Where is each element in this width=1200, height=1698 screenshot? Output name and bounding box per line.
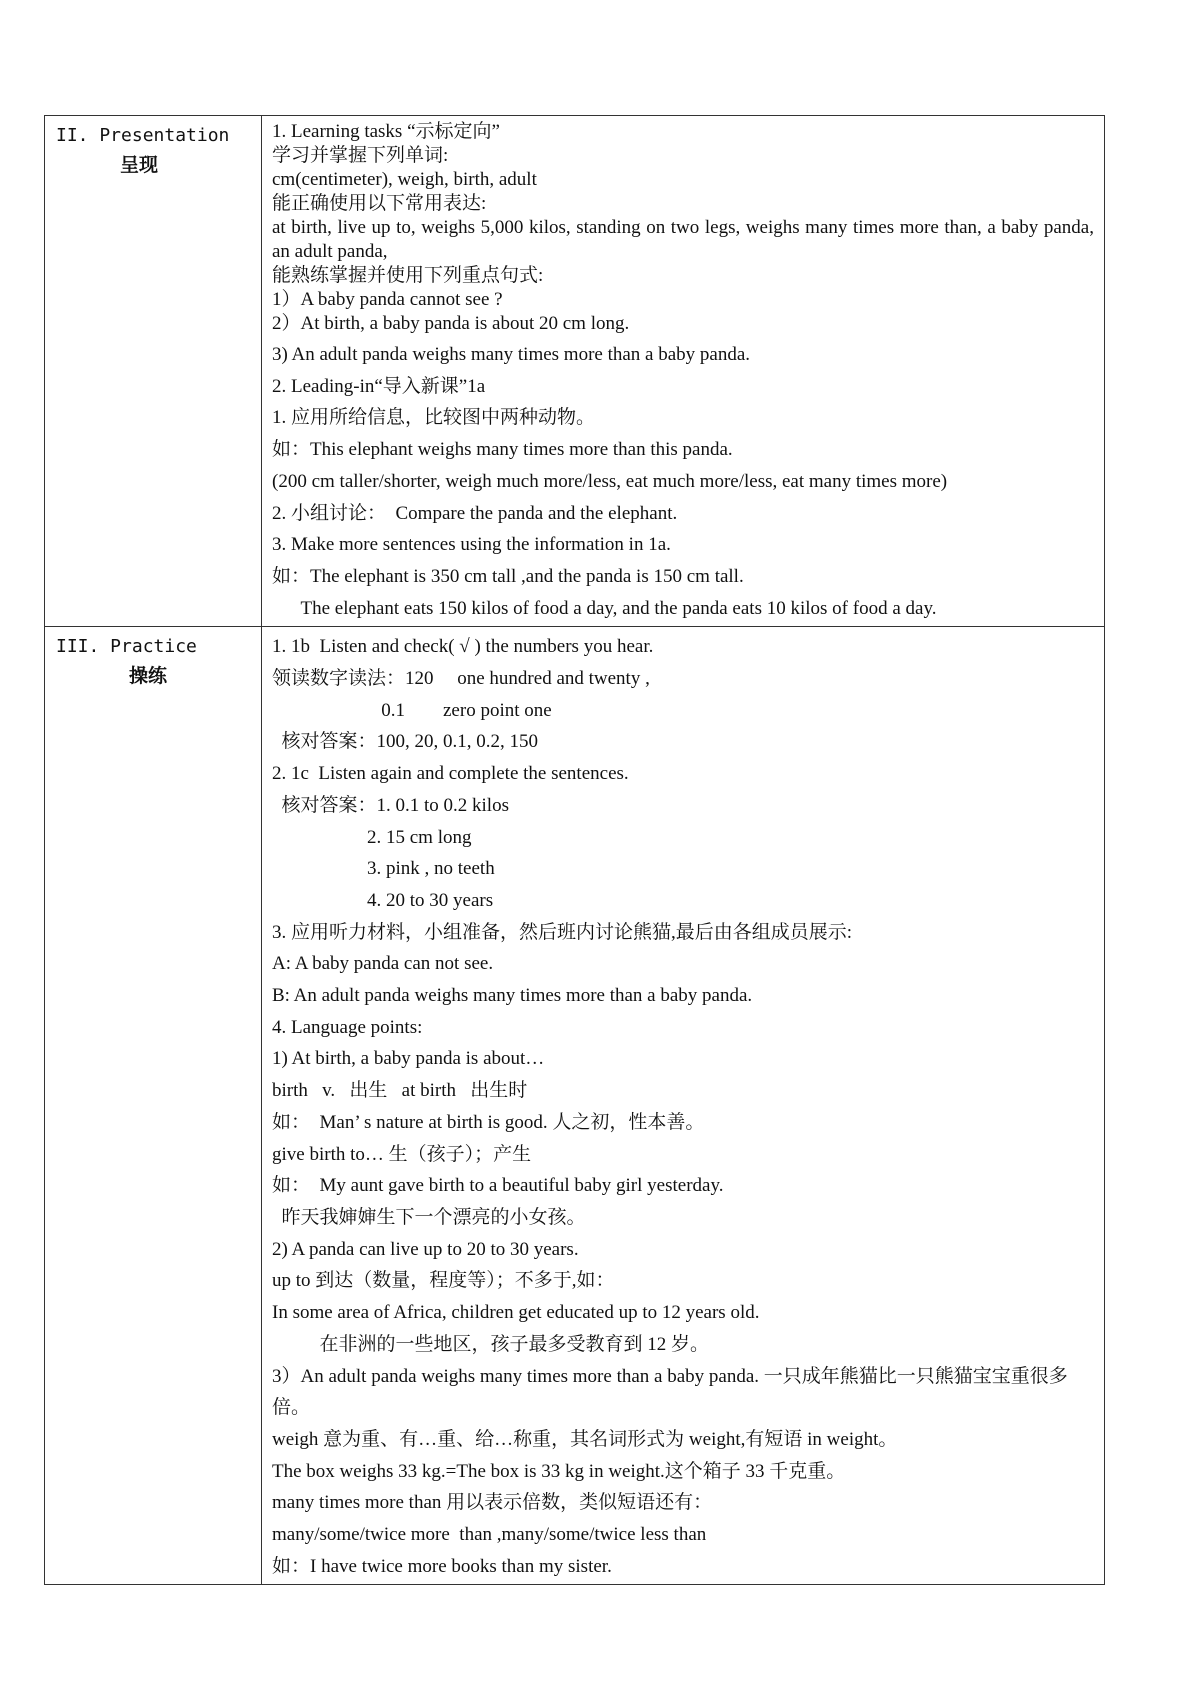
practice-text-line: 1. 1b Listen and check( √ ) the numbers you hear. — [272, 636, 654, 658]
presentation-text-line: 1. 应用所给信息，比较图中两种动物。 — [272, 407, 596, 429]
presentation-text-line: 1）A baby panda cannot see ? — [272, 289, 503, 310]
practice-label-cn: 操练 — [129, 665, 168, 688]
presentation-text-line: 2. Leading-in“导入新课”1a — [272, 375, 486, 397]
practice-text-line: 领读数字读法：120 one hundred and twenty , — [272, 668, 650, 690]
presentation-text-line: 如：The elephant is 350 cm tall ,and the panda is 150 cm tall. — [272, 565, 744, 587]
presentation-label-cell — [45, 116, 262, 627]
presentation-text-line: 如：This elephant weighs many times more than this panda. — [272, 439, 733, 461]
practice-text-line: 1) At birth, a baby panda is about… — [272, 1048, 545, 1070]
practice-text-line: 2. 1c Listen again and complete the sentences. — [272, 763, 629, 785]
presentation-text-line: 能熟练掌握并使用下列重点句式: — [272, 265, 544, 286]
presentation-text-line: The elephant eats 150 kilos of food a day, and the panda eats 10 kilos of food a day. — [272, 597, 937, 619]
practice-text-line: 0.1 zero point one — [272, 699, 552, 721]
practice-text-line: 如： Man’ s nature at birth is good. 人之初，性本善。 — [272, 1111, 705, 1133]
presentation-text-line: at birth, live up to, weighs 5,000 kilos, standing on two legs, weighs many times more than, a baby panda, an adult panda, — [272, 217, 1094, 262]
practice-text-line: birth v. 出生 at birth 出生时 — [272, 1080, 528, 1102]
practice-label-en: III. Practice — [56, 636, 197, 658]
practice-label-cell — [45, 627, 262, 1585]
practice-text-line: 核对答案：100, 20, 0.1, 0.2, 150 — [272, 731, 539, 753]
practice-text-line: many/some/twice more than ,many/some/twice less than — [272, 1524, 707, 1546]
practice-text-line: The box weighs 33 kg.=The box is 33 kg in weight.这个箱子 33 千克重。 — [272, 1460, 846, 1482]
practice-text-line: 如： My aunt gave birth to a beautiful baby girl yesterday. — [272, 1175, 724, 1197]
presentation-text-line: 2）At birth, a baby panda is about 20 cm long. — [272, 313, 630, 334]
practice-text-line: 在非洲的一些地区，孩子最多受教育到 12 岁。 — [272, 1333, 710, 1355]
practice-row — [45, 627, 1105, 1585]
practice-content-cell — [262, 627, 1105, 1585]
presentation-text-line: 2. 小组讨论： Compare the panda and the elephant. — [272, 502, 678, 524]
practice-text-line: give birth to… 生（孩子）；产生 — [272, 1143, 532, 1165]
presentation-text-line: 能正确使用以下常用表达: — [272, 193, 487, 214]
practice-text-line: weigh 意为重、有…重、给…称重，其名词形式为 weight,有短语 in weight。 — [272, 1428, 898, 1450]
practice-text-line: B: An adult panda weighs many times more than a baby panda. — [272, 985, 753, 1007]
presentation-content-cell — [262, 116, 1105, 627]
presentation-text-line: (200 cm taller/shorter, weigh much more/less, eat much more/less, eat many times more) — [272, 470, 948, 492]
practice-text-line: 昨天我婶婶生下一个漂亮的小女孩。 — [272, 1206, 586, 1228]
lesson-plan-table — [44, 115, 1105, 1585]
presentation-text-line: 学习并掌握下列单词: — [272, 145, 449, 166]
presentation-text-line: cm(centimeter), weigh, birth, adult — [272, 169, 537, 190]
practice-text-line: 2. 15 cm long — [272, 826, 472, 848]
presentation-label-cn: 呈现 — [120, 154, 159, 176]
practice-text-line: many times more than 用以表示倍数，类似短语还有： — [272, 1492, 713, 1514]
practice-text-line: 4. 20 to 30 years — [272, 889, 494, 911]
practice-text-line: 如：I have twice more books than my sister. — [272, 1555, 612, 1577]
presentation-label-en: II. Presentation — [56, 125, 230, 146]
practice-text-line: 核对答案：1. 0.1 to 0.2 kilos — [272, 794, 509, 816]
presentation-text-line: 3) An adult panda weighs many times more than a baby panda. — [272, 344, 751, 365]
practice-text-line: 3. 应用听力材料，小组准备，然后班内讨论熊猫,最后由各组成员展示: — [272, 921, 853, 943]
practice-text-line: 3）An adult panda weighs many times more than a baby panda. 一只成年熊猫比一只熊猫宝宝重很多倍。 — [272, 1365, 1068, 1419]
practice-text-line: up to 到达（数量，程度等）；不多于,如： — [272, 1270, 615, 1292]
practice-text-line: A: A baby panda can not see. — [272, 953, 494, 975]
practice-text-line: 2) A panda can live up to 20 to 30 years. — [272, 1238, 579, 1260]
practice-text-line: 4. Language points: — [272, 1016, 423, 1038]
presentation-text-line: 3. Make more sentences using the information in 1a. — [272, 534, 671, 556]
practice-text-line: 3. pink , no teeth — [272, 858, 495, 880]
presentation-row — [45, 116, 1105, 627]
presentation-text-line: 1. Learning tasks “示标定向” — [272, 121, 500, 142]
practice-text-line: In some area of Africa, children get educated up to 12 years old. — [272, 1302, 760, 1324]
